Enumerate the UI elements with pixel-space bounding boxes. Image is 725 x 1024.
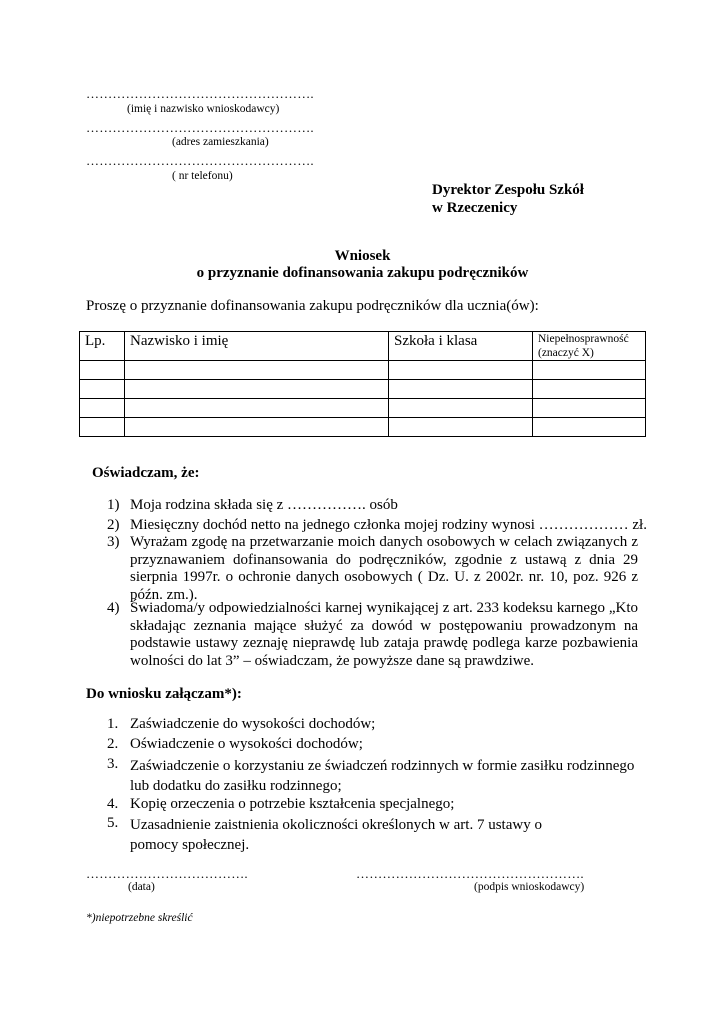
declaration-item-text: Moja rodzina składa się z ……………. osób bbox=[130, 497, 398, 513]
table-cell[interactable] bbox=[533, 361, 646, 380]
attachment-item-text: Oświadczenie o wysokości dochodów; bbox=[130, 736, 363, 752]
date-label: (data) bbox=[128, 881, 155, 893]
date-dots: ………………………………. bbox=[86, 866, 248, 881]
declaration-item-num: 2) bbox=[107, 517, 120, 533]
intro-text: Proszę o przyznanie dofinansowania zakupu podręczników dla ucznia(ów): bbox=[86, 298, 539, 314]
table-cell[interactable] bbox=[389, 418, 533, 437]
declaration-item-text: Wyrażam zgodę na przetwarzanie moich danych osobowych w celach związanych z przyznawaniem dofinansowania do podręczników, zgodnie z ustawą z dnia 29 sierpnia 1997r. o ochronie danych osobowych ( Dz. U. z 2002r. nr. 10, poz. 926 z późn. zm.). bbox=[130, 534, 638, 603]
attachment-item-text: Zaświadczenie do wysokości dochodów; bbox=[130, 716, 376, 732]
table-cell[interactable] bbox=[125, 418, 389, 437]
name-label: (imię i nazwisko wnioskodawcy) bbox=[127, 103, 280, 115]
attachment-item-text: Kopię orzeczenia o potrzebie kształcenia specjalnego; bbox=[130, 796, 455, 812]
signature-label: (podpis wnioskodawcy) bbox=[474, 881, 585, 893]
table-cell[interactable] bbox=[389, 361, 533, 380]
table-cell[interactable] bbox=[389, 380, 533, 399]
addressee-line1: Dyrektor Zespołu Szkół bbox=[432, 182, 584, 198]
header-name: Nazwisko i imię bbox=[125, 332, 389, 361]
table-cell[interactable] bbox=[533, 418, 646, 437]
document-title: Wniosek bbox=[334, 248, 391, 264]
phone-label: ( nr telefonu) bbox=[172, 170, 233, 182]
header-lp: Lp. bbox=[80, 332, 125, 361]
table-row[interactable] bbox=[80, 399, 646, 418]
address-dots: ……………………………………………. bbox=[86, 120, 314, 135]
document-subtitle: o przyznanie dofinansowania zakupu podręczników bbox=[196, 265, 529, 281]
declaration-item-num: 3) bbox=[107, 534, 120, 550]
table-row[interactable] bbox=[80, 380, 646, 399]
declaration-item-num: 1) bbox=[107, 497, 120, 513]
table-cell[interactable] bbox=[533, 399, 646, 418]
attachment-item-num: 4. bbox=[107, 796, 119, 812]
addressee-line2: w Rzeczenicy bbox=[432, 200, 518, 216]
header-disability: Niepełnosprawność (znaczyć X) bbox=[533, 332, 646, 361]
footnote: *)niepotrzebne skreślić bbox=[86, 912, 193, 924]
header-school-class: Szkoła i klasa bbox=[389, 332, 533, 361]
attachment-item-num: 1. bbox=[107, 716, 119, 732]
address-label: (adres zamieszkania) bbox=[172, 136, 269, 148]
attachment-item-text: Zaświadczenie o korzystaniu ze świadczeń rodzinnych w formie zasiłku rodzinnego lub dodatku do zasiłku rodzinnego; bbox=[130, 758, 635, 794]
table-header-row bbox=[80, 332, 646, 361]
table-cell[interactable] bbox=[125, 380, 389, 399]
attachment-item-num: 3. bbox=[107, 756, 119, 772]
table-cell[interactable] bbox=[125, 361, 389, 380]
table-cell[interactable] bbox=[80, 361, 125, 380]
phone-dots: ……………………………………………. bbox=[86, 153, 314, 168]
declaration-item-num: 4) bbox=[107, 600, 120, 616]
table-row[interactable] bbox=[80, 361, 646, 380]
attachment-item-num: 5. bbox=[107, 815, 119, 831]
table-row[interactable] bbox=[80, 418, 646, 437]
table-cell[interactable] bbox=[80, 399, 125, 418]
declaration-heading: Oświadczam, że: bbox=[92, 465, 200, 481]
declaration-item-text: Świadoma/y odpowiedzialności karnej wynikającej z art. 233 kodeksu karnego „Kto składając zeznania mające służyć za dowód w postępowaniu prowadzonym na podstawie ustawy zeznaję nieprawdę lub zataja prawdę podlega karze pozbawienia wolności do lat 3” – oświadczam, że powyższe dane są prawdziwe. bbox=[130, 600, 638, 669]
table-cell[interactable] bbox=[125, 399, 389, 418]
table-cell[interactable] bbox=[533, 380, 646, 399]
attachments-heading: Do wniosku załączam*): bbox=[86, 686, 242, 702]
name-dots: ……………………………………………. bbox=[86, 86, 314, 101]
attachment-item-text: Uzasadnienie zaistnienia okoliczności określonych w art. 7 ustawy o pomocy społecznej. bbox=[130, 817, 542, 853]
attachment-item-num: 2. bbox=[107, 736, 119, 752]
signature-dots: ……………………………………………. bbox=[356, 866, 584, 881]
declaration-item-text: Miesięczny dochód netto na jednego członka mojej rodziny wynosi ……………… zł. bbox=[130, 517, 647, 533]
table-cell[interactable] bbox=[389, 399, 533, 418]
table-cell[interactable] bbox=[80, 418, 125, 437]
students-table bbox=[79, 331, 646, 437]
table-cell[interactable] bbox=[80, 380, 125, 399]
